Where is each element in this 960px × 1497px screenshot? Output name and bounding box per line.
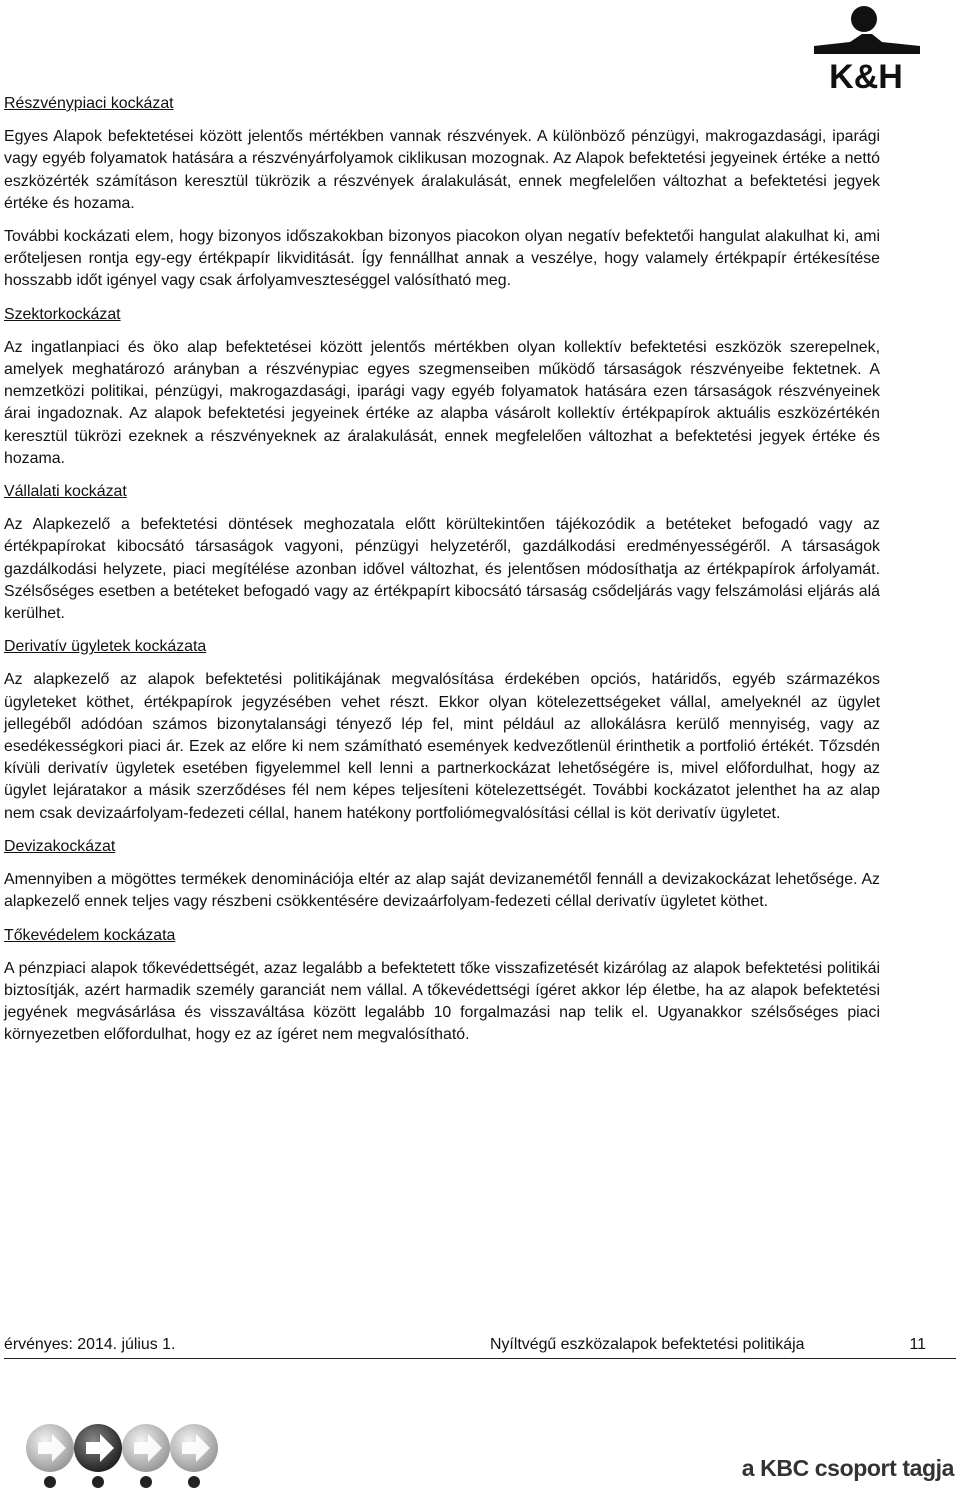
section-derivativ xyxy=(4,636,880,825)
section-title: Derivatív ügyletek kockázata xyxy=(4,638,207,656)
section-reszvenypiaci xyxy=(4,93,880,293)
document-title: Nyíltvégű eszközalapok befektetési politikája xyxy=(490,1336,805,1353)
section-title: Vállalati kockázat xyxy=(4,483,127,501)
section-vallalati xyxy=(4,481,880,625)
paragraph: Az alapkezelő az alapok befektetési politikájának megvalósítása érdekében opciós, határidős, egyéb származékos ügyleteket köthet, értékpapírok jegyzésében vehet részt. Ekkor olyan kötelezettségeket vállal, amelyeknél az ügylet jellegéből adódóan számos bizonytalansági tényező lép fel, mint például az allokálásra kerülő mennyiség, vagy az esedékességkori piaci ár. Ezek az előre ki nem számítható események kedvezőtlenül érinthetik a portfolió értékét. Tőzsdén kívüli derivatív ügyletek esetében figyelemmel kell lenni a partnerkockázat lehetőségére is, mivel előfordulhat, hogy az ügylet lejáratakor a másik szerződéses fél nem képes teljesíteni kötelezettségét. További kockázatot jelenthet ha az alap nem csak devizaárfolyam-fedezeti céllal, hanem hatékony portfoliómegvalósítási céllal is köt derivatív ügyletet. xyxy=(4,671,880,822)
section-title: Devizakockázat xyxy=(4,837,116,855)
paragraph: Amennyiben a mögöttes termékek denominációja eltér az alap saját devizanemétől fennáll a devizakockázat lehetősége. Az alapkezelő ennek teljes vagy részbeni csökkentésére devizaárfolyam-fedezeti céllal derivatív ügyletet köthet. xyxy=(4,871,880,911)
arrow-circle-icon xyxy=(74,1424,122,1472)
page-footer xyxy=(4,1334,956,1359)
section-title: Szektorkockázat xyxy=(4,305,121,323)
arrow-circle-icon xyxy=(170,1424,218,1472)
section-szektor xyxy=(4,304,880,470)
paragraph: A pénzpiaci alapok tőkevédettségét, azaz legalább a befektetett tőke visszafizetését kizárólag az alapok befektetési politikái biztosítják, azért harmadik személy garanciát nem vállal. A tőkevédettségi ígéret akkor lép életbe, ha az alapok befektetési jegyének megvásárlása és visszaváltása között legalább 10 forgalmazási nap telik el. Ugyanakkor szélsőséges piaci környezetben előfordulhat, hogy ez az ígéret nem megvalósítható. xyxy=(4,959,880,1044)
paragraph: Az ingatlanpiaci és öko alap befektetései között jelentős mértékben olyan kollektív befektetési eszközök szerepelnek, amelyek meghatározó arányban a részvénypiac egyes szegmenseiben működő társaságok részvényeibe fektetnek. A nemzetközi politikai, pénzügyi, makrogazdasági, iparági vagy egyéb folyamatok hatására ezen társaságok részvényeinek árai ingadoznak. Az alapok befektetési jegyeinek értéke az alapba vásárolt kollektív értékpapírok aktuális eszközértékén keresztül tükrözi ezeknek a részvényeknek az áralakulását, ennek megfelelően változhat a befektetési jegyek értéke és hozama. xyxy=(4,338,880,467)
validity-date: érvényes: 2014. július 1. xyxy=(4,1336,176,1353)
arrow-circle-icon xyxy=(26,1424,74,1472)
paragraph: Egyes Alapok befektetései között jelentős mértékben vannak részvények. A különböző pénzügyi, makrogazdasági, iparági vagy egyéb folyamatok hatására a részvényárfolyamok ciklikusan mozognak. Az Alapok befektetési jegyeinek értéke a nettó eszközérték számításon keresztül tükrözik a részvények áralakulását, ennek megfelelően változhat a befektetési jegyek értéke és hozama. xyxy=(4,128,880,212)
arrow-circles-graphic xyxy=(22,1418,232,1490)
section-title: Tőkevédelem kockázata xyxy=(4,926,176,944)
paragraph: Az Alapkezelő a befektetési döntések meghozatala előtt körültekintően tájékozódik a betéteket befogadó vagy az értékpapírokat kibocsátó társaságok vagyoni, pénzügyi helyzetéről, gazdálkodási eredményességéről. A társaságok gazdálkodási helyzete, piaci megítélése azonban idővel változhat, és jelentősen módosíthatja az értékpapírok árfolyamát. Szélsőséges esetben a betéteket befogadó vagy az értékpapírt kibocsátó társaság csődeljárás vagy felszámolási eljárás alá kerülhet. xyxy=(4,516,880,623)
section-title: Részvénypiaci kockázat xyxy=(4,95,174,112)
paragraph: További kockázati elem, hogy bizonyos időszakokban bizonyos piacokon olyan negatív befektetői hangulat alakulhat ki, ami erőteljesen rontja egy-egy értékpapír likviditását. Így fennállhat annak a veszélye, hogy valamely értékpapír értékesítése hosszabb időt igényel vagy csak árfolyamveszteséggel valósítható meg. xyxy=(4,228,880,290)
kbc-group-tagline: a KBC csoport tagja xyxy=(741,1455,954,1481)
page-number: 11 xyxy=(909,1336,926,1353)
svg-text:K&H: K&H xyxy=(829,58,903,92)
section-deviza xyxy=(4,836,880,914)
arrow-circle-icon xyxy=(122,1424,170,1472)
section-tokevedelem xyxy=(4,925,880,1047)
kh-logo xyxy=(810,2,922,92)
document-body xyxy=(4,93,880,1058)
